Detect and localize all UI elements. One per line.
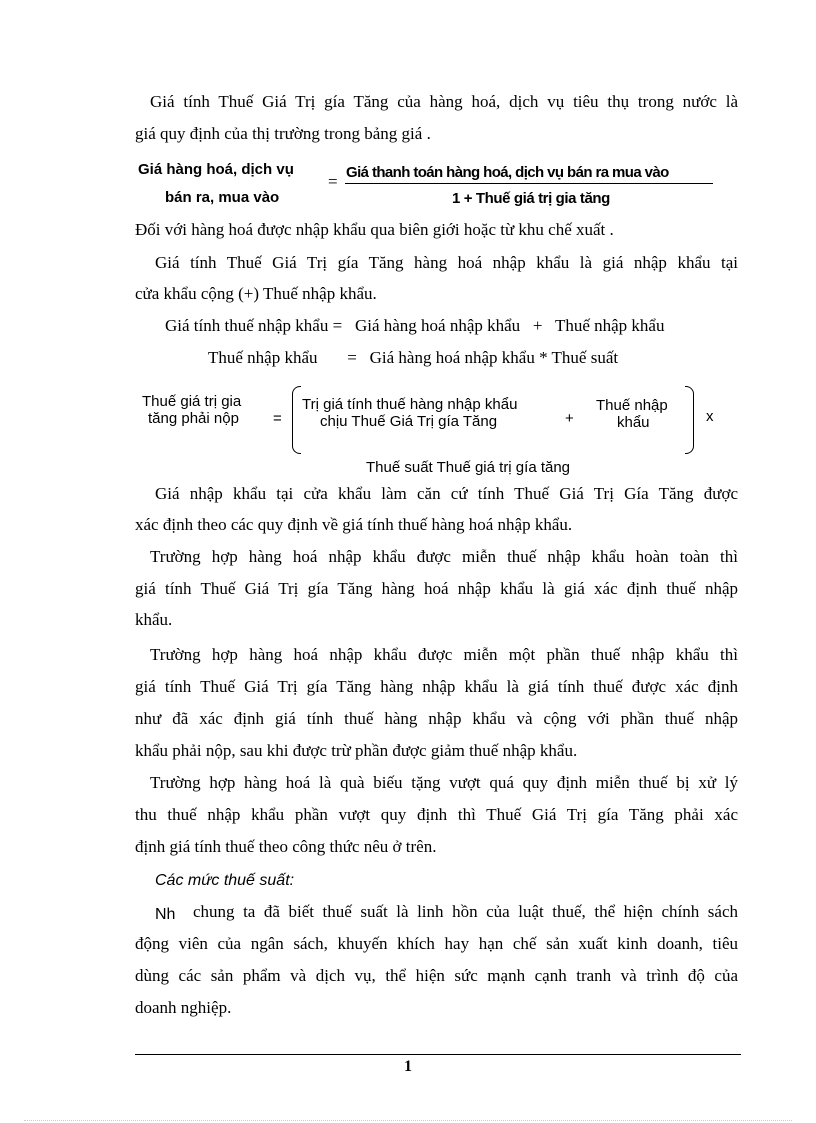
formula-left-label: Giá hàng hoá, dịch vụ <box>138 161 294 178</box>
paragraph-fragment: Nh <box>155 906 176 923</box>
paragraph-line: định giá tính thuế theo công thức nêu ở trên. <box>135 837 437 856</box>
footer-rule <box>135 1054 741 1055</box>
formula-left-label: Thuế giá trị gia <box>142 393 242 410</box>
left-bracket <box>292 386 301 454</box>
paragraph-line: cửa khẩu cộng (+) Thuế nhập khẩu. <box>135 284 377 303</box>
paragraph-line: chung ta đã biết thuế suất là linh hồn của luật thuế, thể hiện chính sách <box>193 902 738 921</box>
formula-bottom: Thuế suất Thuế giá trị gía tăng <box>366 459 571 476</box>
formula-denominator: 1 + Thuế giá trị gia tăng <box>452 190 610 207</box>
fraction-bar <box>345 183 713 184</box>
paragraph-line: xác định theo các quy định về giá tính thuế hàng hoá nhập khẩu. <box>135 515 573 534</box>
paragraph-line: Giá tính Thuế Giá Trị gía Tăng hàng hoá nhập khẩu là giá nhập khẩu tại <box>155 253 738 272</box>
paragraph-line: Giá tính Thuế Giá Trị gía Tăng của hàng hoá, dịch vụ tiêu thụ trong nước là <box>150 92 738 111</box>
paragraph-line: khẩu. <box>135 610 173 629</box>
formula-left-label: tăng phải nộp <box>148 410 239 427</box>
formula-equals: = <box>273 410 282 427</box>
formula-numerator: Giá thanh toán hàng hoá, dịch vụ bán ra mua vào <box>346 164 669 181</box>
page-edge <box>24 1120 792 1121</box>
paragraph-line: thu thuế nhập khẩu phần vượt quy định thì Thuế Giá Trị gía Tăng phải xác <box>135 805 738 824</box>
right-bracket <box>685 386 694 454</box>
formula-line: Thuế nhập khẩu = Giá hàng hoá nhập khẩu * Thuế suất <box>208 348 619 367</box>
formula-multiply: x <box>706 408 714 425</box>
formula-plus: + <box>565 410 574 427</box>
paragraph-line: dùng các sản phẩm và dịch vụ, thể hiện sức mạnh cạnh tranh và trình độ của <box>135 966 738 985</box>
paragraph-line: giá quy định của thị trường trong bảng giá . <box>135 124 431 143</box>
paragraph-line: Trường hợp hàng hoá nhập khẩu được miễn thuế nhập khẩu hoàn toàn thì <box>150 547 738 566</box>
formula-inner-text: chịu Thuế Giá Trị gía Tăng <box>320 413 498 430</box>
paragraph-line: giá tính Thuế Giá Trị gía Tăng hàng nhập khẩu là giá tính thuế được xác định <box>135 677 738 696</box>
paragraph-line: giá tính Thuế Giá Trị gía Tăng hàng hoá nhập khẩu là giá xác định thuế nhập <box>135 579 738 598</box>
page-number: 1 <box>404 1058 412 1075</box>
paragraph-line: Đối với hàng hoá được nhập khẩu qua biên giới hoặc từ khu chế xuất . <box>135 220 614 239</box>
formula-left-label: bán ra, mua vào <box>165 189 280 206</box>
paragraph-line: Trường hợp hàng hoá là quà biếu tặng vượt quá quy định miễn thuế bị xử lý <box>150 773 738 792</box>
formula-inner-text: Trị giá tính thuế hàng nhập khẩu <box>302 396 518 413</box>
section-heading: Các mức thuế suất: <box>155 872 295 889</box>
formula-inner-text: Thuế nhập <box>596 397 668 414</box>
paragraph-line: động viên của ngân sách, khuyến khích hay hạn chế sản xuất kinh doanh, tiêu <box>135 934 738 953</box>
formula-inner-text: khẩu <box>617 414 650 431</box>
paragraph-line: Trường hợp hàng hoá nhập khẩu được miễn một phần thuế nhập khẩu thì <box>150 645 738 664</box>
paragraph-line: doanh nghiệp. <box>135 998 232 1017</box>
paragraph-line: như đã xác định giá tính thuế hàng nhập khẩu và cộng với phần thuế nhập <box>135 709 738 728</box>
formula-equals: = <box>328 172 338 191</box>
formula-line: Giá tính thuế nhập khẩu = Giá hàng hoá nhập khẩu + Thuế nhập khẩu <box>165 316 665 335</box>
paragraph-line: khẩu phải nộp, sau khi được trừ phần được giảm thuế nhập khẩu. <box>135 741 578 760</box>
paragraph-line: Giá nhập khẩu tại cửa khẩu làm căn cứ tính Thuế Giá Trị Gía Tăng được <box>155 484 738 503</box>
